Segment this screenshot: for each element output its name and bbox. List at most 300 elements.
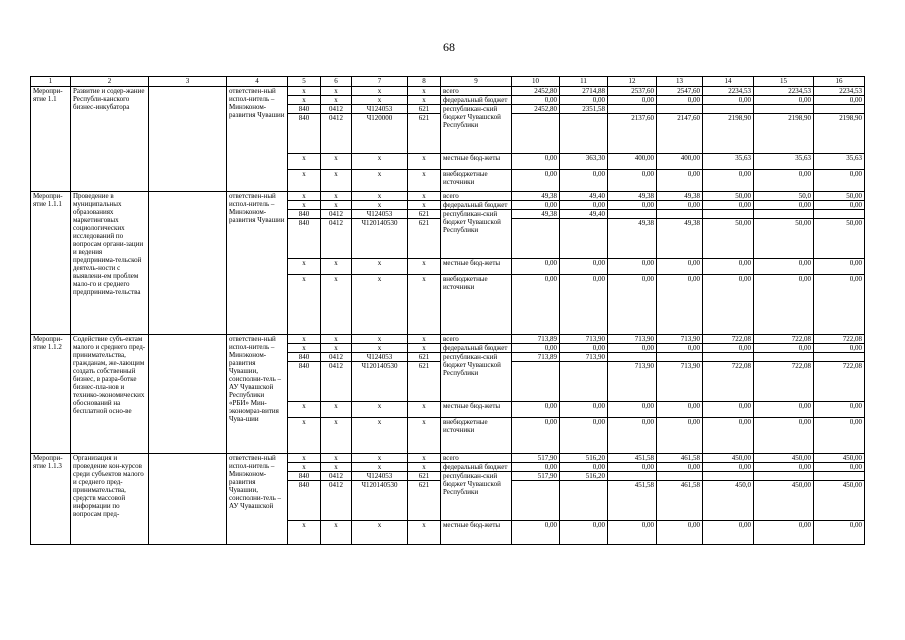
value-cell: 450,0 — [703, 481, 754, 521]
value-cell: 0,00 — [608, 275, 657, 335]
value-cell: 0,00 — [608, 463, 657, 472]
value-cell: 2537,60 — [608, 87, 657, 96]
value-cell — [814, 472, 865, 481]
value-cell: 49,38 — [512, 210, 560, 219]
code-cell: x — [288, 259, 321, 275]
value-cell — [814, 353, 865, 362]
value-cell: 0,00 — [814, 96, 865, 105]
code-cell: Ч120000 — [352, 114, 408, 154]
value-cell: 50,00 — [754, 219, 814, 259]
value-cell: 2714,88 — [560, 87, 608, 96]
measure-code: Меропри-ятие 1.1.1 — [31, 192, 71, 335]
value-cell: 2234,53 — [814, 87, 865, 96]
value-cell: 0,00 — [814, 275, 865, 335]
code-cell: x — [408, 418, 441, 454]
value-cell: 0,00 — [657, 275, 703, 335]
value-cell: 450,00 — [703, 454, 754, 463]
code-cell: 621 — [408, 353, 441, 362]
code-cell: 0412 — [321, 210, 352, 219]
code-cell: x — [352, 335, 408, 344]
column-header: 7 — [352, 77, 408, 87]
code-cell: x — [321, 402, 352, 418]
code-cell: 0412 — [321, 472, 352, 481]
table-row — [31, 192, 865, 201]
value-cell: 0,00 — [512, 259, 560, 275]
value-cell: 0,00 — [608, 418, 657, 454]
empty-cell — [149, 454, 227, 545]
funding-source-label: федеральный бюджет — [441, 344, 512, 353]
value-cell: 0,00 — [703, 96, 754, 105]
code-cell: x — [288, 521, 321, 545]
value-cell: 713,90 — [657, 335, 703, 344]
code-cell: x — [321, 192, 352, 201]
value-cell: 0,00 — [703, 275, 754, 335]
value-cell: 2547,60 — [657, 87, 703, 96]
table-row — [31, 87, 865, 96]
value-cell: 35,63 — [703, 154, 754, 170]
value-cell: 0,00 — [754, 463, 814, 472]
value-cell: 722,08 — [754, 362, 814, 402]
code-cell: x — [288, 335, 321, 344]
column-header: 9 — [441, 77, 512, 87]
value-cell: 50,00 — [814, 192, 865, 201]
value-cell: 0,00 — [512, 402, 560, 418]
value-cell — [754, 105, 814, 114]
responsible-executor: ответствен-ный испол-нитель – Минэконом-развития Чувашии, соисполни-тель – АУ Чувашской — [227, 454, 288, 545]
column-header: 3 — [149, 77, 227, 87]
code-cell: 621 — [408, 219, 441, 259]
value-cell: 517,90 — [512, 454, 560, 463]
value-cell: 0,00 — [512, 154, 560, 170]
value-cell: 0,00 — [512, 463, 560, 472]
value-cell — [814, 210, 865, 219]
measure-title: Содействие субъ-ектам малого и среднего пред-принимательства, гражданам, же-лающим создать собственный бизнес, в разра-ботке бизнес-пла-нов и технико-экономических обоснований на бесплатной осно-ве — [71, 335, 149, 454]
value-cell: 2452,80 — [512, 87, 560, 96]
value-cell: 713,90 — [560, 335, 608, 344]
value-cell: 450,00 — [754, 481, 814, 521]
value-cell: 0,00 — [703, 344, 754, 353]
value-cell: 0,00 — [512, 170, 560, 192]
code-cell: x — [321, 154, 352, 170]
empty-cell — [149, 192, 227, 335]
code-cell: 621 — [408, 114, 441, 154]
value-cell — [657, 210, 703, 219]
code-cell: x — [321, 96, 352, 105]
code-cell: x — [408, 344, 441, 353]
value-cell — [608, 353, 657, 362]
column-header: 4 — [227, 77, 288, 87]
value-cell: 2452,80 — [512, 105, 560, 114]
value-cell — [657, 472, 703, 481]
code-cell: 840 — [288, 210, 321, 219]
value-cell: 722,08 — [814, 335, 865, 344]
code-cell: 840 — [288, 105, 321, 114]
value-cell: 713,90 — [608, 362, 657, 402]
value-cell: 0,00 — [560, 96, 608, 105]
value-cell: 49,38 — [657, 219, 703, 259]
code-cell: x — [288, 418, 321, 454]
value-cell: 461,58 — [657, 454, 703, 463]
code-cell: x — [408, 259, 441, 275]
code-cell: x — [408, 201, 441, 210]
value-cell: 0,00 — [703, 259, 754, 275]
column-header: 12 — [608, 77, 657, 87]
value-cell: 0,00 — [814, 201, 865, 210]
code-cell: 840 — [288, 219, 321, 259]
value-cell: 516,20 — [560, 472, 608, 481]
value-cell: 722,08 — [703, 362, 754, 402]
value-cell: 713,90 — [560, 353, 608, 362]
code-cell: x — [321, 170, 352, 192]
value-cell: 0,00 — [754, 418, 814, 454]
value-cell: 0,00 — [703, 418, 754, 454]
value-cell — [754, 353, 814, 362]
responsible-executor: ответствен-ный испол-нитель – Минэконом-развития Чувашии — [227, 192, 288, 335]
empty-cell — [149, 87, 227, 192]
funding-source-label: местные бюд-жеты — [441, 402, 512, 418]
column-header: 1 — [31, 77, 71, 87]
empty-cell — [149, 335, 227, 454]
value-cell: 713,90 — [608, 335, 657, 344]
value-cell: 0,00 — [560, 418, 608, 454]
value-cell: 0,00 — [657, 170, 703, 192]
value-cell: 0,00 — [608, 96, 657, 105]
value-cell: 0,00 — [512, 418, 560, 454]
funding-source-label: республикан-ский бюджет Чувашской Республики — [441, 353, 512, 402]
value-cell: 0,00 — [560, 402, 608, 418]
code-cell: x — [352, 201, 408, 210]
value-cell: 0,00 — [608, 402, 657, 418]
value-cell: 0,00 — [703, 521, 754, 545]
funding-source-label: республикан-ский бюджет Чувашской Республики — [441, 472, 512, 521]
value-cell: 0,00 — [703, 463, 754, 472]
value-cell: 450,00 — [754, 454, 814, 463]
value-cell — [512, 481, 560, 521]
value-cell: 0,00 — [814, 418, 865, 454]
code-cell: x — [288, 96, 321, 105]
funding-source-label: всего — [441, 335, 512, 344]
value-cell: 0,00 — [657, 201, 703, 210]
column-header: 11 — [560, 77, 608, 87]
measure-title: Организация и проведение кон-курсов среди субъектов малого и среднего пред-принимательства, средств массовой информации по вопросам пред- — [71, 454, 149, 545]
responsible-executor: ответствен-ный испол-нитель – Минэконом-развития Чувашии, соисполни-тель – АУ Чувашской Республики «РБИ» Мин-экономраз-вития Чува-шии — [227, 335, 288, 454]
value-cell: 0,00 — [657, 96, 703, 105]
code-cell: 0412 — [321, 362, 352, 402]
code-cell: x — [321, 521, 352, 545]
funding-source-label: республикан-ский бюджет Чувашской Республики — [441, 210, 512, 259]
value-cell: 713,89 — [512, 353, 560, 362]
value-cell — [657, 105, 703, 114]
measure-code: Меропри-ятие 1.1.2 — [31, 335, 71, 454]
code-cell: 0412 — [321, 481, 352, 521]
code-cell: Ч120140530 — [352, 362, 408, 402]
funding-source-label: всего — [441, 454, 512, 463]
value-cell — [814, 105, 865, 114]
value-cell — [512, 219, 560, 259]
column-header: 6 — [321, 77, 352, 87]
value-cell: 0,00 — [814, 521, 865, 545]
code-cell: x — [352, 521, 408, 545]
code-cell: 840 — [288, 362, 321, 402]
value-cell — [703, 353, 754, 362]
value-cell: 0,00 — [512, 521, 560, 545]
code-cell: x — [321, 201, 352, 210]
code-cell: 840 — [288, 481, 321, 521]
funding-source-label: республикан-ский бюджет Чувашской Республики — [441, 105, 512, 154]
code-cell: x — [352, 154, 408, 170]
value-cell: 2234,53 — [754, 87, 814, 96]
funding-source-label: федеральный бюджет — [441, 96, 512, 105]
measure-code: Меропри-ятие 1.1.3 — [31, 454, 71, 545]
value-cell: 0,00 — [608, 521, 657, 545]
value-cell: 0,00 — [703, 201, 754, 210]
value-cell — [560, 362, 608, 402]
code-cell: x — [321, 259, 352, 275]
value-cell: 0,00 — [560, 521, 608, 545]
code-cell: x — [352, 170, 408, 192]
code-cell: x — [321, 87, 352, 96]
value-cell: 0,00 — [657, 402, 703, 418]
value-cell: 451,58 — [608, 481, 657, 521]
funding-source-label: внебюджетные источники — [441, 275, 512, 335]
value-cell: 0,00 — [512, 201, 560, 210]
funding-source-label: всего — [441, 192, 512, 201]
responsible-executor: ответствен-ный испол-нитель – Минэконом-развития Чувашии — [227, 87, 288, 192]
value-cell: 450,00 — [814, 481, 865, 521]
code-cell: x — [321, 418, 352, 454]
value-cell: 0,00 — [703, 170, 754, 192]
code-cell: 0412 — [321, 219, 352, 259]
code-cell: 621 — [408, 362, 441, 402]
value-cell: 2137,60 — [608, 114, 657, 154]
value-cell: 0,00 — [560, 170, 608, 192]
code-cell: x — [352, 418, 408, 454]
value-cell: 50,00 — [703, 219, 754, 259]
value-cell: 517,90 — [512, 472, 560, 481]
code-cell: x — [288, 87, 321, 96]
code-cell: Ч120140530 — [352, 219, 408, 259]
column-header: 2 — [71, 77, 149, 87]
column-header: 10 — [512, 77, 560, 87]
value-cell: 0,00 — [814, 170, 865, 192]
value-cell — [560, 481, 608, 521]
value-cell: 49,38 — [512, 192, 560, 201]
value-cell: 50,00 — [703, 192, 754, 201]
value-cell: 722,08 — [814, 362, 865, 402]
budget-table — [30, 76, 865, 545]
value-cell — [608, 472, 657, 481]
value-cell: 49,38 — [608, 192, 657, 201]
value-cell: 0,00 — [608, 344, 657, 353]
value-cell — [512, 114, 560, 154]
value-cell: 0,00 — [754, 344, 814, 353]
value-cell: 0,00 — [814, 402, 865, 418]
value-cell — [657, 353, 703, 362]
value-cell: 49,38 — [657, 192, 703, 201]
value-cell: 0,00 — [814, 344, 865, 353]
value-cell: 0,00 — [754, 259, 814, 275]
value-cell — [608, 210, 657, 219]
value-cell: 0,00 — [814, 463, 865, 472]
code-cell: x — [352, 275, 408, 335]
value-cell — [512, 362, 560, 402]
code-cell: x — [408, 275, 441, 335]
code-cell: 840 — [288, 114, 321, 154]
code-cell: x — [288, 275, 321, 335]
value-cell: 0,00 — [608, 201, 657, 210]
value-cell — [754, 210, 814, 219]
value-cell: 0,00 — [657, 521, 703, 545]
value-cell: 0,00 — [608, 170, 657, 192]
value-cell — [703, 472, 754, 481]
value-cell: 400,00 — [608, 154, 657, 170]
value-cell: 49,40 — [560, 210, 608, 219]
code-cell: x — [288, 201, 321, 210]
value-cell: 0,00 — [814, 259, 865, 275]
funding-source-label: федеральный бюджет — [441, 463, 512, 472]
code-cell: x — [288, 402, 321, 418]
code-cell: x — [408, 402, 441, 418]
value-cell: 2198,90 — [703, 114, 754, 154]
value-cell: 35,63 — [814, 154, 865, 170]
code-cell: x — [408, 335, 441, 344]
column-header: 15 — [754, 77, 814, 87]
value-cell: 2198,90 — [814, 114, 865, 154]
value-cell: 0,00 — [560, 463, 608, 472]
value-cell: 0,00 — [754, 402, 814, 418]
code-cell: x — [321, 454, 352, 463]
code-cell: x — [288, 344, 321, 353]
code-cell: 0412 — [321, 114, 352, 154]
code-cell: Ч124053 — [352, 105, 408, 114]
value-cell: 0,00 — [608, 259, 657, 275]
table-row — [31, 454, 865, 463]
value-cell — [560, 114, 608, 154]
value-cell: 50,0 — [754, 192, 814, 201]
value-cell: 0,00 — [512, 96, 560, 105]
code-cell: x — [321, 463, 352, 472]
code-cell: x — [352, 402, 408, 418]
value-cell — [703, 105, 754, 114]
value-cell: 722,08 — [754, 335, 814, 344]
value-cell: 49,38 — [608, 219, 657, 259]
value-cell: 50,00 — [814, 219, 865, 259]
column-header: 14 — [703, 77, 754, 87]
funding-source-label: местные бюд-жеты — [441, 259, 512, 275]
value-cell: 0,00 — [754, 275, 814, 335]
value-cell: 0,00 — [657, 463, 703, 472]
value-cell: 0,00 — [754, 96, 814, 105]
measure-title: Развитие и содер-жание Республи-канского бизнес-инкубатора — [71, 87, 149, 192]
value-cell — [703, 210, 754, 219]
measure-title: Проведение в муниципальных образованиях маркетинговых социологических исследований по вопросам органи-зации и ведения предпринима-тельской деятель-ности с выявлени-ем проблем мало-го и среднего предпринима-тельства — [71, 192, 149, 335]
value-cell — [608, 105, 657, 114]
value-cell: 0,00 — [657, 344, 703, 353]
value-cell: 0,00 — [560, 344, 608, 353]
value-cell — [560, 219, 608, 259]
code-cell: x — [408, 192, 441, 201]
code-cell: x — [352, 463, 408, 472]
value-cell: 363,30 — [560, 154, 608, 170]
code-cell: x — [408, 154, 441, 170]
column-header: 5 — [288, 77, 321, 87]
value-cell: 0,00 — [754, 170, 814, 192]
funding-source-label: внебюджетные источники — [441, 418, 512, 454]
value-cell: 400,00 — [657, 154, 703, 170]
value-cell: 49,40 — [560, 192, 608, 201]
code-cell: 621 — [408, 481, 441, 521]
value-cell: 451,58 — [608, 454, 657, 463]
code-cell: 840 — [288, 353, 321, 362]
code-cell: 0412 — [321, 105, 352, 114]
code-cell: x — [352, 454, 408, 463]
column-header: 13 — [657, 77, 703, 87]
value-cell: 713,89 — [512, 335, 560, 344]
code-cell: 621 — [408, 472, 441, 481]
funding-source-label: местные бюд-жеты — [441, 154, 512, 170]
code-cell: x — [288, 463, 321, 472]
funding-source-label: федеральный бюджет — [441, 201, 512, 210]
value-cell: 0,00 — [560, 259, 608, 275]
code-cell: x — [352, 344, 408, 353]
header-row — [31, 77, 865, 87]
code-cell: 0412 — [321, 353, 352, 362]
value-cell: 0,00 — [512, 275, 560, 335]
code-cell: 840 — [288, 472, 321, 481]
code-cell: x — [321, 275, 352, 335]
funding-source-label: всего — [441, 87, 512, 96]
value-cell: 0,00 — [560, 201, 608, 210]
value-cell: 0,00 — [703, 402, 754, 418]
value-cell: 0,00 — [754, 201, 814, 210]
column-header: 8 — [408, 77, 441, 87]
code-cell: x — [408, 463, 441, 472]
value-cell — [754, 472, 814, 481]
value-cell: 2147,60 — [657, 114, 703, 154]
code-cell: x — [288, 170, 321, 192]
code-cell: x — [288, 154, 321, 170]
value-cell: 2351,58 — [560, 105, 608, 114]
code-cell: Ч124053 — [352, 210, 408, 219]
code-cell: x — [352, 96, 408, 105]
value-cell: 722,08 — [703, 335, 754, 344]
value-cell: 2198,90 — [754, 114, 814, 154]
code-cell: 621 — [408, 210, 441, 219]
funding-source-label: местные бюд-жеты — [441, 521, 512, 545]
code-cell: Ч124053 — [352, 472, 408, 481]
value-cell: 35,63 — [754, 154, 814, 170]
code-cell: x — [408, 521, 441, 545]
measure-code: Меропри-ятие 1.1 — [31, 87, 71, 192]
column-header: 16 — [814, 77, 865, 87]
code-cell: Ч124053 — [352, 353, 408, 362]
value-cell: 0,00 — [754, 521, 814, 545]
code-cell: Ч120140530 — [352, 481, 408, 521]
code-cell: x — [352, 192, 408, 201]
value-cell: 2234,53 — [703, 87, 754, 96]
value-cell: 0,00 — [560, 275, 608, 335]
code-cell: x — [408, 96, 441, 105]
value-cell: 516,20 — [560, 454, 608, 463]
code-cell: x — [408, 170, 441, 192]
table-row — [31, 335, 865, 344]
code-cell: 621 — [408, 105, 441, 114]
value-cell: 0,00 — [657, 418, 703, 454]
code-cell: x — [321, 344, 352, 353]
page-number: 68 — [443, 40, 455, 54]
code-cell: x — [288, 192, 321, 201]
value-cell: 0,00 — [512, 344, 560, 353]
